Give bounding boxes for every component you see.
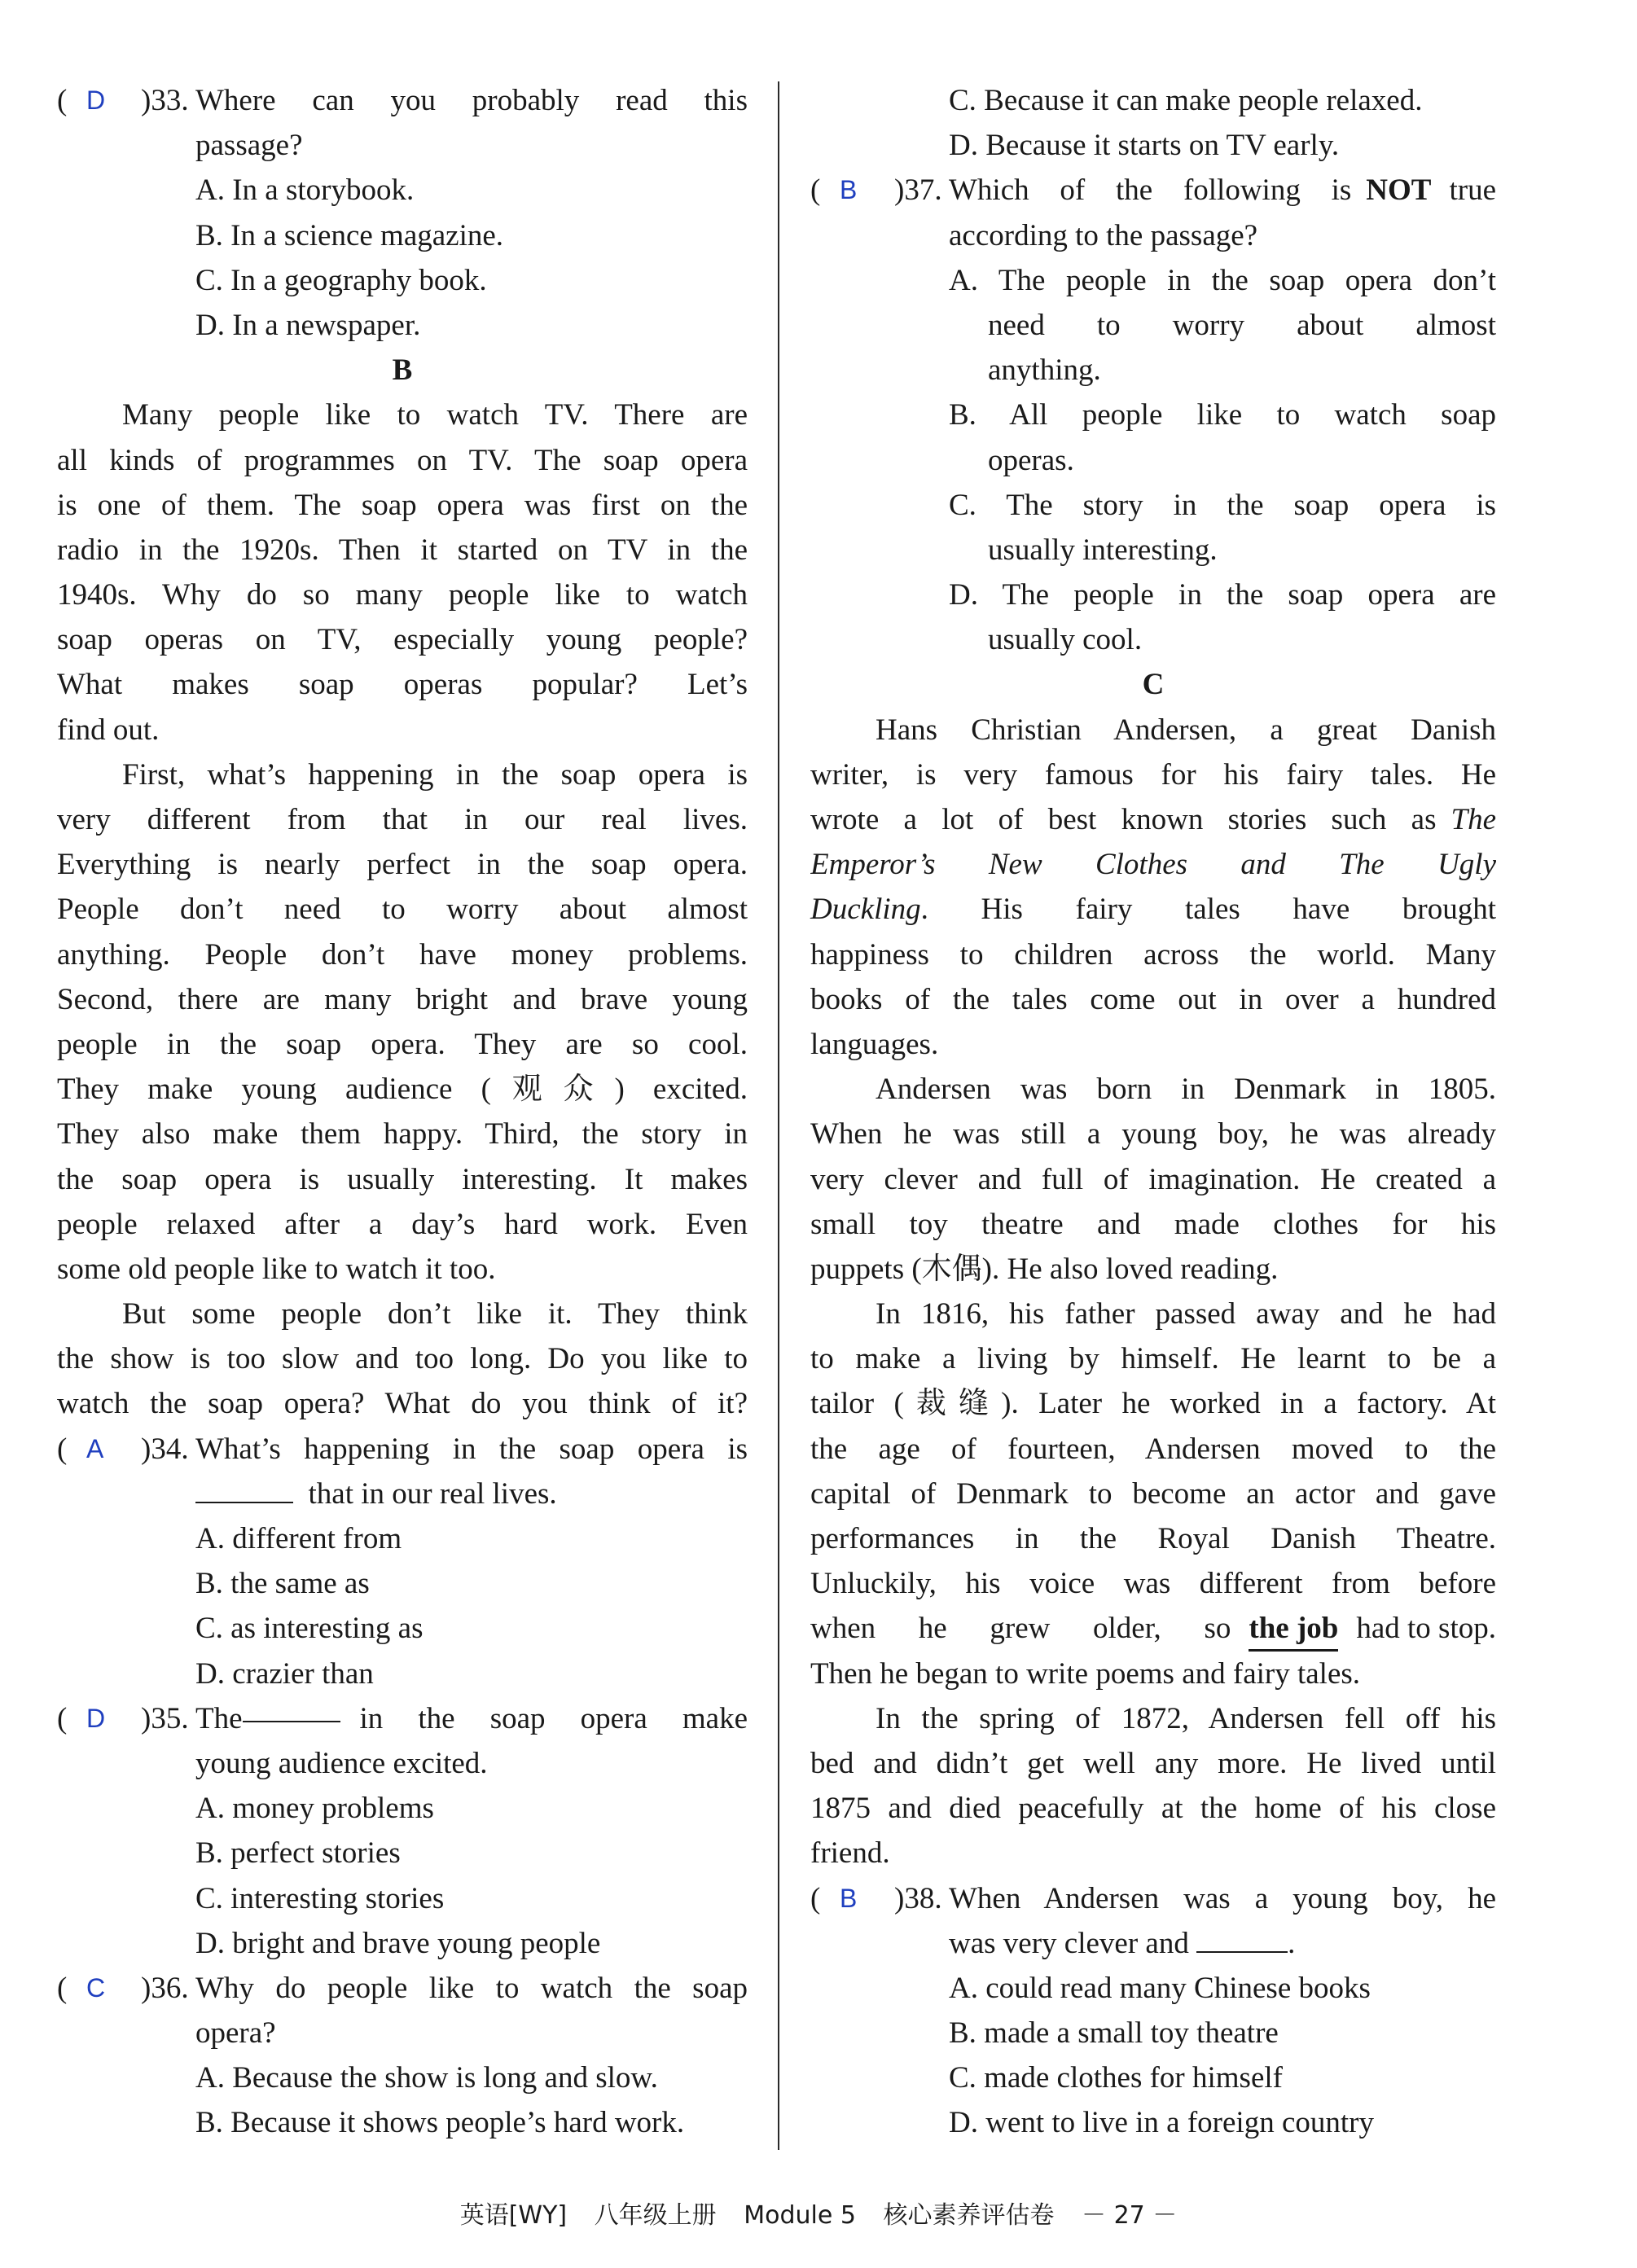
option: A. In a storybook. xyxy=(195,173,415,208)
option: C. The story in the soap opera is xyxy=(949,488,1496,522)
option: A. Because the show is long and slow. xyxy=(195,2061,658,2095)
section-heading-b: B xyxy=(392,353,413,388)
right-column: C. Because it can make people relaxed. D. Because it starts on TV early. ( B )37. Which of the following is NOT true according to the passage? A. The people in the soap opera don’t need to worry about almost anything. B. All people like to watch soap operas. C. The story in the soap opera is usually interesting. D. The people in the soap opera are usually cool. C Hans Christian Andersen, a great Danish writer, is very famous for his fairy tales. He wrote a lot of best known stories such as The Emperor’s New Clothes and The Ugly Duckling . His fairy tales have brought happiness to children across the world. Many books of the tales come out in over a hundred languages. Andersen was born in Denmark in 1805. When he was still a young boy, he was already very clever and full of imagination. He created a small toy theatre and made clothes for his puppets (木偶). He also loved reading. In 1816, his father passed away and he had to make a living by himself. He learnt to be a tailor (裁缝). Later he worked in a factory. At the age of fourteen, Andersen moved to the capital of Denmark to become an actor and gave performances in the Royal Danish Theatre. Unluckily, his voice was different from before when he grew older, so the job had to stop. Then he began to write poems and fairy tales. In the spring of 1872, Andersen fell off his bed and didn’t get well any more. He lived until 1875 and died peacefully at the home of his close friend. ( B )38. When Andersen was a young boy, he was very clever and . A. could read many Chinese books B. made a small toy theatre C. made clothes for himself D. went to live in a foreign country xyxy=(810,78,1496,2146)
option: D. In a newspaper. xyxy=(195,308,421,342)
option: B. All people like to watch soap xyxy=(949,398,1496,432)
option: C. made clothes for himself xyxy=(949,2061,1283,2095)
option: D. crazier than xyxy=(195,1656,374,1691)
option: B. In a science magazine. xyxy=(195,218,504,252)
question-37: ( B )37. Which of the following is NOT true xyxy=(810,168,1496,213)
underlined-phrase: the job xyxy=(1249,1606,1338,1651)
option: A. could read many Chinese books xyxy=(949,1971,1371,2005)
option: C. interesting stories xyxy=(195,1881,445,1915)
option: D. The people in the soap opera are xyxy=(949,578,1496,612)
answer-35: D xyxy=(86,1703,106,1733)
left-column: ( D )33. Where can you probably read this passage? A. In a storybook. B. In a science magazine. C. In a geography book. D. In a newspaper. B Many people like to watch TV. There are all kinds of programmes on TV. The soap opera is one of them. The soap opera was first on the radio in the 1920s. Then it started on TV in the 1940s. Why do so many people like to watch soap operas on TV, especially young people? What makes soap operas popular? Let’s find out. First, what’s happening in the soap opera is very different from that in our real lives. Everything is nearly perfect in the soap opera. People don’t need to worry about almost anything. People don’t have money problems. Second, there are many bright and brave young people in the soap opera. They are so cool. They make young audience (观众) excited. They also make them happy. Third, the story in the soap opera is usually interesting. It makes people relaxed after a day’s hard work. Even some old people like to watch it too. But some people don’t like it. They think the show is too slow and too long. Do you like to watch the soap opera? What do you think of it? ( A )34. What’s happening in the soap opera is that in our real lives. A. different from B. the same as C. as interesting as D. crazier than ( D )35. The in the soap opera make young audience excited. A. money problems B. perfect stories C. interesting stories D. bright and brave young people ( C )36. Why do people like to watch the soap opera? A. Because the show is long and slow. B. Because it shows people’s hard work. xyxy=(57,78,748,2146)
footer-module: Module 5 xyxy=(744,2201,856,2230)
option: C. as interesting as xyxy=(195,1612,424,1646)
option: B. Because it shows people’s hard work. xyxy=(195,2106,685,2140)
answer-33: D xyxy=(86,86,106,115)
option: A. The people in the soap opera don’t xyxy=(949,263,1496,297)
answer-blank xyxy=(243,1696,340,1722)
answer-36: C xyxy=(86,1972,106,2003)
option: B. the same as xyxy=(195,1567,370,1601)
answer-34: A xyxy=(86,1433,104,1463)
page-number: － 27 － xyxy=(1082,2201,1178,2230)
option: D. went to live in a foreign country xyxy=(949,2106,1374,2140)
answer-38: B xyxy=(840,1883,858,1913)
page-footer xyxy=(0,2195,1637,2231)
answer-37: B xyxy=(840,175,858,205)
footer-subject: 英语[WY] xyxy=(459,2201,568,2230)
column-divider xyxy=(778,81,779,2150)
option: C. Because it can make people relaxed. xyxy=(949,84,1423,117)
footer-grade: 八年级上册 xyxy=(594,2201,717,2230)
option: B. made a small toy theatre xyxy=(949,2016,1279,2051)
section-heading-c: C xyxy=(1142,668,1165,702)
option: A. money problems xyxy=(195,1792,434,1826)
question-38: ( B )38. When Andersen was a young boy, he xyxy=(810,1876,1496,1921)
emphasis-not: NOT xyxy=(1366,173,1432,208)
question-34: ( A )34. What’s happening in the soap opera is xyxy=(57,1427,748,1472)
option: D. bright and brave young people xyxy=(195,1926,601,1960)
option: D. Because it starts on TV early. xyxy=(949,129,1340,163)
question-36: ( C )36. Why do people like to watch the soap xyxy=(57,1966,748,2011)
question-33: ( D )33. Where can you probably read this xyxy=(57,78,748,123)
question-35: ( D )35. The in the soap opera make xyxy=(57,1696,748,1741)
story-titles: Emperor’s New Clothes and The Ugly xyxy=(810,848,1496,882)
footer-title: 核心素养评估卷 xyxy=(883,2201,1055,2230)
option: C. In a geography book. xyxy=(195,263,487,297)
passage-c: Hans Christian Andersen, a great Danish writer, is very famous for his fairy tales. He wrote a lot of best known stories such as The Emperor’s New Clothes and The Ugly Duckling . His fairy tales have brought happiness to children across the world. Many books of the tales come out in over a hundred languages. Andersen was born in Denmark in 1805. When he was still a young boy, he was already very clever and full of imagination. He created a small toy theatre and made clothes for his puppets (木偶). He also loved reading. In 1816, his father passed away and he had to make a living by himself. He learnt to be a tailor (裁缝). Later he worked in a factory. At the age of fourteen, Andersen moved to the capital of Denmark to become an actor and gave performances in the Royal Danish Theatre. Unluckily, his voice was different from before when he grew older, so the job had to stop. Then he began to write poems and fairy tales. In the spring of 1872, Andersen fell off his bed and didn’t get well any more. He lived until 1875 and died peacefully at the home of his close friend. xyxy=(810,713,1496,1871)
option: B. perfect stories xyxy=(195,1836,401,1871)
option: A. different from xyxy=(195,1522,402,1555)
answer-blank xyxy=(195,1477,293,1503)
answer-blank xyxy=(1196,1927,1288,1953)
passage-b: Many people like to watch TV. There are all kinds of programmes on TV. The soap opera is one of them. The soap opera was first on the radio in the 1920s. Then it started on TV in the 1940s. Why do so many people like to watch soap operas on TV, especially young people? What makes soap operas popular? Let’s find out. First, what’s happening in the soap opera is very different from that in our real lives. Everything is nearly perfect in the soap opera. People don’t need to worry about almost anything. People don’t have money problems. Second, there are many bright and brave young people in the soap opera. They are so cool. They make young audience (观众) excited. They also make them happy. Third, the story in the soap opera is usually interesting. It makes people relaxed after a day’s hard work. Even some old people like to watch it too. But some people don’t like it. They think the show is too slow and too long. Do you like to watch the soap opera? What do you think of it? xyxy=(57,398,748,1421)
